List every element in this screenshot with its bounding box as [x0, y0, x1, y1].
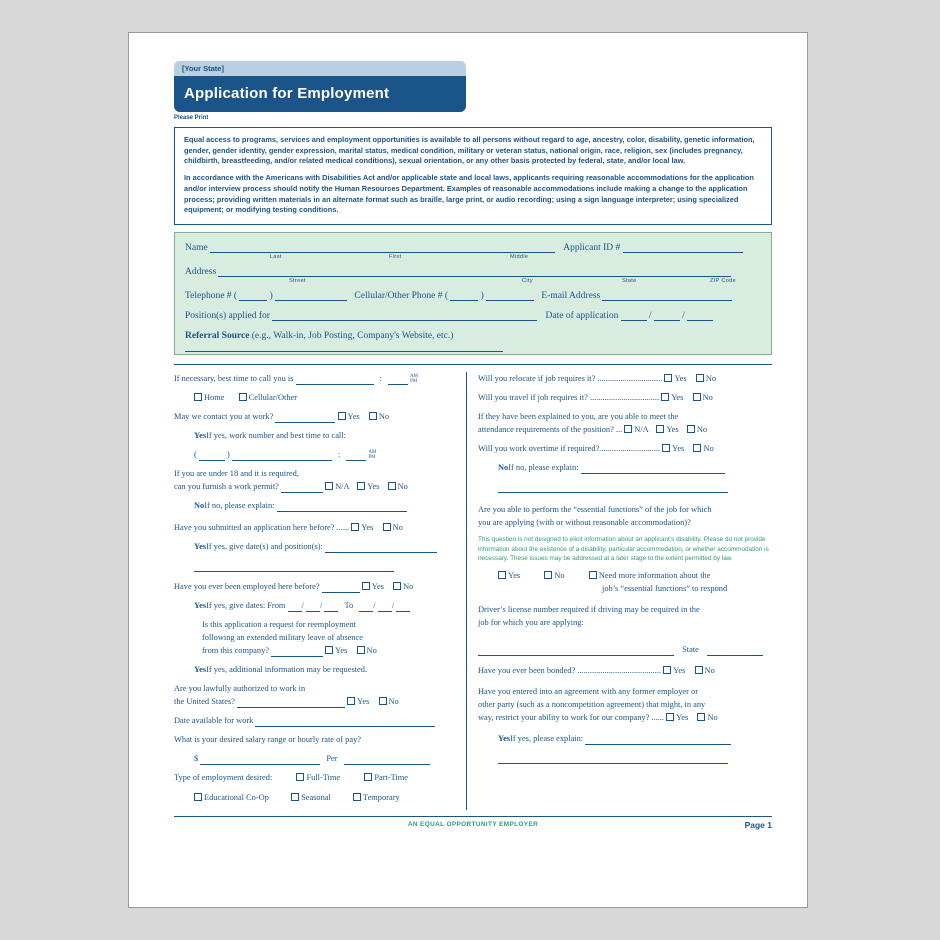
attendance-line2: attendance requirements of the position? ... — [478, 425, 623, 435]
reemployment-dots — [271, 647, 323, 657]
address-input[interactable] — [218, 266, 731, 277]
bonded-no-checkbox[interactable] — [695, 666, 703, 674]
contact-work-yes-label: Yes — [347, 412, 360, 422]
work-am-pm-group — [368, 450, 376, 460]
ada-disclaimer: This question is not designed to elicit information about an applicant’s disability. Please do not provide information about the existence of a disability, particular accommodation, or whether accommodation is necessary. These issues may be addressed at a later stage to the extent permitted by law. — [478, 536, 769, 562]
noncompete-question — [478, 685, 772, 724]
reemployment-question — [174, 618, 457, 657]
personal-info-panel — [174, 232, 772, 355]
previous-application-no-checkbox[interactable] — [383, 523, 391, 531]
am-pm-group — [410, 374, 418, 384]
am-label: AM — [410, 374, 418, 380]
noncompete-explain-label: If yes, please explain: — [510, 734, 584, 744]
reemployment-note — [174, 663, 457, 676]
position-label: Position(s) applied for — [185, 311, 270, 322]
eeo-paragraph-1: Equal access to programs, services and employment opportunities is available to all persons without regard to age, ancestry, color, disability, genetic information, gender, gender identity, gender expression, marital status, medical condition, military or veteran status, national origin, race, religion, sex (includes pregnancy, childbirth, breastfeeding, and/or related medical conditions), sexual orientation, or any other basis protected by federal, state, and/or local law. — [184, 135, 755, 166]
to-slash-1: / — [373, 601, 376, 611]
work-permit-question — [174, 467, 457, 493]
referral-input[interactable] — [185, 341, 503, 352]
cellular-input[interactable] — [486, 290, 534, 301]
relocate-no-label: No — [705, 374, 717, 384]
attendance-na-label: N/A — [634, 425, 649, 435]
previous-employment-no-label: No — [403, 582, 414, 592]
work-permit-yes-label: Yes — [367, 482, 380, 492]
attendance-na-checkbox[interactable] — [624, 425, 632, 433]
previous-employment-label: Have you ever been employed here before? — [174, 582, 320, 592]
attendance-yes-label: Yes — [666, 425, 679, 435]
reemployment-line2: following an extended military leave of absence — [202, 633, 363, 643]
noncompete-line3: way, restrict your ability to work for our company? ...... — [478, 713, 664, 723]
previous-employment-no-checkbox[interactable] — [393, 582, 401, 590]
equal-opportunity-note: AN EQUAL OPPORTUNITY EMPLOYER — [407, 820, 539, 828]
work-permit-explain-row — [174, 499, 457, 512]
overtime-yes-checkbox[interactable] — [662, 444, 670, 452]
name-sub-first: First — [389, 254, 402, 261]
drivers-license-state-input[interactable] — [707, 646, 763, 656]
name-label: Name — [185, 243, 208, 254]
best-time-label: If necessary, best time to call you is — [174, 374, 294, 384]
date-slash-1: / — [648, 311, 652, 322]
overtime-no-checkbox[interactable] — [693, 444, 701, 452]
work-number-input[interactable] — [232, 451, 332, 461]
previous-employment-dates-row — [174, 599, 457, 612]
if-yes-label-4: Yes — [194, 665, 207, 675]
bonded-label: Have you ever been bonded? ........................................ — [478, 666, 662, 676]
referral-row — [185, 331, 761, 344]
work-permit-yes-checkbox[interactable] — [357, 482, 365, 490]
reemployment-line1: Is this application a request for reemployment — [202, 620, 356, 630]
questions-section — [174, 364, 772, 809]
essential-functions-options — [478, 569, 772, 595]
overtime-label: Will you work overtime if required?............................. — [478, 444, 661, 454]
parttime-checkbox[interactable] — [364, 773, 372, 781]
previous-employment-dots — [322, 583, 360, 593]
parttime-label: Part-Time — [374, 773, 408, 783]
drivers-license-state-label: State — [682, 645, 699, 655]
attendance-no-checkbox[interactable] — [687, 425, 695, 433]
if-no-label-1: No — [194, 501, 205, 511]
bonded-yes-checkbox[interactable] — [663, 666, 671, 674]
home-label: Home — [204, 393, 225, 403]
salary-question — [174, 733, 457, 746]
noncompete-explain-row — [478, 732, 772, 745]
left-column — [174, 372, 466, 809]
work-authorization-line2: the United States? — [174, 697, 235, 707]
date-available-label: Date available for work — [174, 716, 254, 726]
telephone-label: Telephone # ( — [185, 291, 238, 302]
cellular-paren: ) — [480, 291, 484, 302]
best-time-to-call-question — [174, 372, 457, 385]
essential-functions-question — [478, 503, 772, 529]
name-row — [185, 242, 761, 262]
work-paren-close: ) — [226, 450, 230, 460]
bonded-question — [478, 664, 772, 677]
phone-row — [185, 290, 761, 306]
referral-hint: (e.g., Walk-in, Job Posting, Company's Website, etc.) — [251, 331, 454, 342]
position-input[interactable] — [272, 310, 537, 321]
drivers-license-line1: Driver’s license number required if driving may be required in the — [478, 605, 700, 615]
drivers-license-input[interactable] — [478, 646, 674, 656]
salary-row — [174, 752, 457, 765]
work-permit-no-checkbox[interactable] — [388, 482, 396, 490]
work-area-input[interactable] — [199, 451, 225, 461]
previous-application-detail-input[interactable] — [325, 543, 437, 553]
employment-type-question — [174, 771, 457, 784]
page-title: Application for Employment — [174, 76, 466, 112]
work-authorization-line1: Are you lawfully authorized to work in — [174, 684, 306, 694]
best-time-input[interactable] — [296, 375, 374, 385]
reemployment-yes-checkbox[interactable] — [325, 646, 333, 654]
work-permit-dots — [281, 483, 323, 493]
work-authorization-no-label: No — [388, 697, 399, 707]
overtime-explain-row — [478, 461, 772, 474]
date-slash-2: / — [682, 311, 685, 322]
address-sub-zip: ZIP Code — [710, 278, 736, 285]
work-authorization-question — [174, 682, 457, 708]
attendance-yes-checkbox[interactable] — [656, 425, 664, 433]
to-year-input[interactable] — [396, 602, 410, 612]
previous-application-question — [174, 521, 457, 534]
previous-application-detail-row-2 — [174, 559, 457, 572]
attendance-question — [478, 410, 772, 436]
telephone-input[interactable] — [275, 290, 347, 301]
date-available-row — [174, 714, 457, 727]
fulltime-label: Full-Time — [306, 773, 341, 783]
name-input[interactable] — [210, 242, 555, 253]
to-day-input[interactable] — [378, 601, 395, 612]
from-day-input[interactable] — [306, 601, 323, 612]
work-authorization-no-checkbox[interactable] — [379, 697, 387, 705]
salary-label: What is your desired salary range or hourly rate of pay? — [174, 735, 361, 745]
previous-employment-question — [174, 580, 457, 593]
salary-input[interactable] — [200, 755, 320, 765]
date-available-input[interactable] — [255, 717, 435, 727]
from-year-input[interactable] — [324, 602, 338, 612]
essential-yes-label: Yes — [508, 571, 521, 581]
travel-yes-checkbox[interactable] — [661, 393, 669, 401]
seasonal-label: Seasonal — [301, 792, 331, 802]
work-permit-line2: can you furnish a work permit? — [174, 482, 279, 492]
previous-application-detail-input-2[interactable] — [194, 562, 394, 572]
work-permit-line1: If you are under 18 and it is required, — [174, 469, 299, 479]
home-checkbox[interactable] — [194, 393, 202, 401]
previous-employment-yes-label: Yes — [371, 582, 384, 592]
email-label: E-mail Address — [541, 291, 601, 302]
previous-application-yes-checkbox[interactable] — [351, 523, 359, 531]
address-sub-city: City — [522, 278, 533, 285]
educational-coop-label: Educational Co-Op — [204, 792, 269, 802]
work-authorization-yes-checkbox[interactable] — [347, 697, 355, 705]
previous-application-detail-label: If yes, give date(s) and position(s): — [206, 542, 323, 552]
from-slash-1: / — [301, 601, 304, 611]
noncompete-no-checkbox[interactable] — [697, 713, 705, 721]
best-time-minutes-input[interactable] — [388, 375, 408, 385]
contact-work-yes-checkbox[interactable] — [338, 412, 346, 420]
drivers-license-question — [478, 603, 772, 629]
cellular-option-label: Cellular/Other — [248, 393, 298, 403]
right-column — [467, 372, 772, 809]
noncompete-yes-checkbox[interactable] — [666, 713, 674, 721]
previous-application-label: Have you submitted an application here before? ...... — [174, 523, 350, 533]
work-permit-explain-label: If no, please explain: — [204, 501, 275, 511]
noncompete-yes-label: Yes — [676, 713, 689, 723]
position-row — [185, 310, 761, 327]
reemployment-line3: from this company? — [202, 646, 269, 656]
temporary-checkbox[interactable] — [353, 793, 361, 801]
work-number-row — [174, 448, 457, 461]
contact-work-no-checkbox[interactable] — [369, 412, 377, 420]
contact-at-work-question — [174, 410, 457, 423]
travel-no-label: No — [702, 393, 713, 403]
essential-more-info-line2: job’s “essential functions” to respond — [602, 584, 728, 594]
page-footer — [174, 816, 772, 835]
work-am-label: AM — [368, 450, 377, 456]
cellular-label: Cellular/Other Phone # ( — [354, 291, 449, 302]
salary-per-input[interactable] — [344, 755, 430, 765]
from-slash-2: / — [319, 601, 323, 611]
work-permit-na-label: N/A — [335, 482, 350, 492]
address-row — [185, 266, 761, 286]
attendance-line1: If they have been explained to you, are you able to meet the — [478, 412, 679, 422]
applicant-id-label: Applicant ID # — [563, 243, 621, 254]
travel-question — [478, 391, 772, 404]
work-paren-open: ( — [194, 450, 197, 460]
previous-application-detail-row — [174, 540, 457, 553]
essential-no-label: No — [554, 571, 565, 581]
contact-at-work-dots — [275, 413, 335, 423]
eeo-paragraph-2: In accordance with the Americans with Disabilities Act and/or applicable state and local laws, applicants requiring reasonable accommodations for the application and/or interview process should notify the Human Resources Department. Examples of reasonable accommodations include making a change to the application process; providing written materials in an alternate format such as braille, large print, or audio recording; using a sign language interpreter; using specialized equipment; or modifying testing conditions. — [184, 173, 754, 215]
overtime-explain-label: If no, please explain: — [508, 463, 579, 473]
relocate-yes-label: Yes — [674, 374, 687, 384]
essential-no-checkbox[interactable] — [544, 571, 552, 579]
employment-type-label: Type of employment desired: — [174, 773, 273, 783]
cellular-area-input[interactable] — [450, 290, 478, 301]
if-yes-label-3: Yes — [194, 601, 207, 611]
reemployment-no-label: No — [366, 646, 377, 656]
salary-dollar: $ — [194, 754, 199, 764]
telephone-paren: ) — [269, 291, 273, 302]
work-number-label: If yes, work number and best time to call: — [206, 431, 346, 441]
address-sub-street: Street — [289, 278, 306, 285]
fulltime-checkbox[interactable] — [296, 773, 304, 781]
pm-label: PM — [410, 379, 418, 385]
travel-label: Will you travel if job requires it? ................................. — [478, 393, 660, 403]
employment-type-options-2 — [174, 791, 457, 804]
noncompete-line2: other party (such as a noncompetition agreement) that might, in any — [478, 700, 706, 710]
previous-employment-yes-checkbox[interactable] — [362, 582, 370, 590]
essential-more-info-line2-wrap — [498, 582, 772, 595]
from-month-input[interactable] — [288, 602, 302, 612]
if-yes-label-2: Yes — [194, 542, 207, 552]
work-permit-na-checkbox[interactable] — [325, 482, 333, 490]
name-sub-middle: Middle — [510, 254, 529, 261]
to-label: To — [344, 601, 354, 611]
telephone-area-input[interactable] — [239, 290, 267, 301]
educational-coop-checkbox[interactable] — [194, 793, 202, 801]
noncompete-line1: Have you entered into an agreement with any former employer or — [478, 687, 698, 697]
overtime-question — [478, 442, 772, 455]
seasonal-checkbox[interactable] — [291, 793, 299, 801]
if-yes-label-1: Yes — [194, 431, 207, 441]
temporary-label: Temporary — [363, 792, 400, 802]
address-sub-state: State — [622, 278, 637, 285]
date-day-input[interactable] — [654, 310, 680, 321]
overtime-yes-label: Yes — [672, 444, 685, 454]
noncompete-no-label: No — [707, 713, 718, 723]
work-time-input[interactable] — [346, 451, 366, 461]
name-sub-last: Last — [270, 254, 282, 261]
overtime-explain-input-2[interactable] — [498, 483, 728, 493]
reemployment-note-label: If yes, additional information may be requested. — [206, 665, 368, 675]
relocate-yes-checkbox[interactable] — [664, 374, 672, 382]
overtime-explain-input[interactable] — [581, 464, 725, 474]
overtime-no-label: No — [703, 444, 714, 454]
essential-yes-checkbox[interactable] — [498, 571, 506, 579]
address-label: Address — [185, 267, 217, 278]
work-time-colon: : — [337, 450, 341, 460]
work-authorization-dots — [237, 698, 345, 708]
travel-yes-label: Yes — [671, 393, 684, 403]
reemployment-no-checkbox[interactable] — [357, 646, 365, 654]
referral-label: Referral Source — [185, 331, 250, 342]
to-slash-2: / — [391, 601, 395, 611]
date-year-input[interactable] — [687, 310, 713, 321]
call-location-options — [174, 391, 457, 404]
relocate-label: Will you relocate if job requires it? ............................... — [478, 374, 663, 384]
relocate-no-checkbox[interactable] — [696, 374, 704, 382]
form-content — [174, 61, 772, 835]
previous-application-no-label: No — [392, 523, 403, 533]
drivers-license-line2: job for which you are applying: — [478, 618, 584, 628]
bonded-no-label: No — [704, 666, 715, 676]
attendance-no-label: No — [696, 425, 708, 435]
work-permit-no-label: No — [397, 482, 408, 492]
travel-no-checkbox[interactable] — [693, 393, 701, 401]
drivers-license-row — [478, 643, 772, 656]
essential-more-info-checkbox[interactable] — [589, 571, 597, 579]
document-page — [128, 32, 808, 908]
if-yes-label-5: Yes — [498, 734, 511, 744]
noncompete-explain-input-2[interactable] — [498, 754, 728, 764]
noncompete-explain-input[interactable] — [585, 735, 731, 745]
work-number-subquestion — [174, 429, 457, 442]
essential-functions-line2: you are applying (with or without reasonable accommodation)? — [478, 518, 691, 528]
salary-per-label: Per — [326, 754, 338, 764]
eeo-notice — [174, 127, 772, 225]
essential-more-info-line1: Need more information about the — [598, 571, 711, 581]
cellular-checkbox[interactable] — [239, 393, 247, 401]
state-tag: [Your State] — [174, 61, 466, 76]
email-input[interactable] — [602, 290, 732, 301]
work-authorization-yes-label: Yes — [357, 697, 370, 707]
if-no-label-2: No — [498, 463, 509, 473]
overtime-explain-row-2 — [478, 480, 772, 493]
page-number: Page 1 — [744, 819, 772, 830]
essential-functions-line1: Are you able to perform the “essential functions” of the job for which — [478, 505, 712, 515]
date-month-input[interactable] — [621, 310, 647, 321]
relocate-question — [478, 372, 772, 385]
previous-employment-dates-label: If yes, give dates: From — [206, 601, 286, 611]
contact-at-work-label: May we contact you at work? — [174, 412, 274, 422]
bonded-yes-label: Yes — [673, 666, 686, 676]
work-permit-explain-input[interactable] — [277, 502, 407, 512]
previous-application-yes-label: Yes — [361, 523, 374, 533]
date-of-application-label: Date of application — [545, 311, 619, 322]
work-pm-label: PM — [368, 455, 376, 461]
noncompete-explain-row-2 — [478, 751, 772, 764]
please-print-note: Please Print — [174, 115, 209, 121]
applicant-id-input[interactable] — [623, 242, 743, 253]
reemployment-yes-label: Yes — [335, 646, 348, 656]
to-month-input[interactable] — [359, 601, 376, 612]
time-colon: : — [379, 374, 382, 384]
contact-work-no-label: No — [378, 412, 390, 422]
